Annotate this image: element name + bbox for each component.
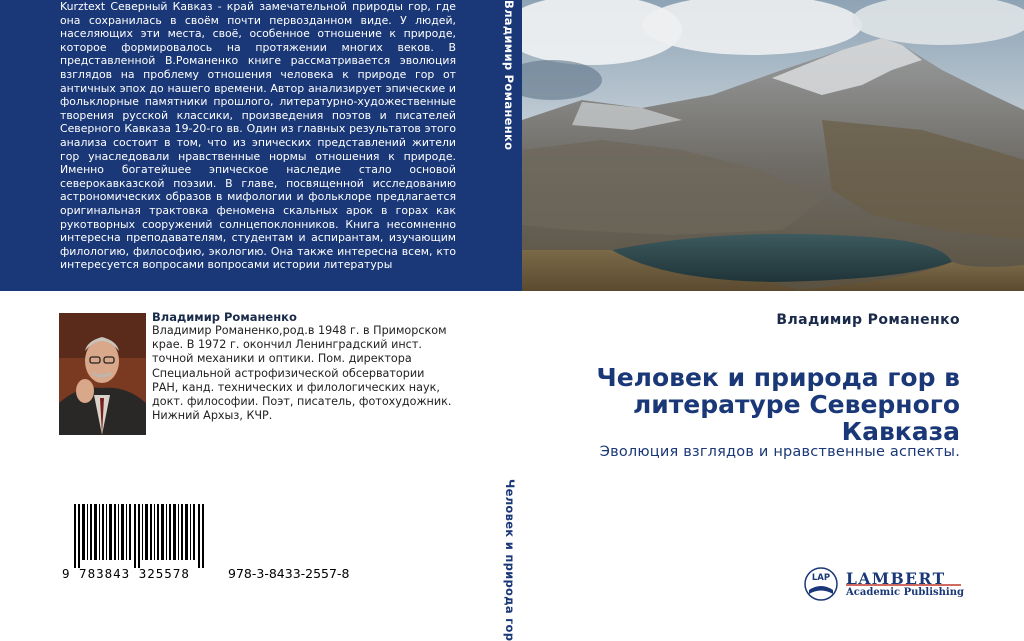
blurb-line: вопросами вопросами истории литературы xyxy=(142,258,393,272)
publisher-name: LAMBERT xyxy=(846,569,946,588)
bio-line: докт. философии. Поэт, писатель, фотохудожник. xyxy=(152,395,452,409)
blurb-line: которое формировалось на протяжении многих веков. В xyxy=(60,40,456,54)
blurb-line: анализа состоит в том, что из эпических представлений жители гор xyxy=(60,135,460,163)
blurb-line: населяющих эти места, своё, особенное отношение к природе, xyxy=(60,27,456,41)
blurb-line: фольклорные памятники прошлого, литературно-художественные xyxy=(60,95,456,109)
blurb-line: поэзии. В главе, посвященной исследованию астрономических xyxy=(60,176,460,204)
isbn: 978-3-8433-2557-8 xyxy=(228,566,350,581)
blurb-line: трактовка феномена скальных арок в горах как рукотворных xyxy=(60,203,460,231)
publisher-subtitle: Academic Publishing xyxy=(846,587,964,598)
front-author: Владимир Романенко xyxy=(776,312,960,328)
blurb-line: унаследовали нравственные нормы отношения к природе. Именно xyxy=(60,149,460,177)
bio-line: Нижний Архыз, КЧР. xyxy=(152,409,273,423)
bio-line: Специальной астрофизической обсерватории xyxy=(152,366,425,380)
blurb-line: сохранилась в своём почти первозданном виде. У людей, xyxy=(88,13,456,27)
blurb-line: философию, экологию. Она также интересна всем, кто интересуется xyxy=(60,244,460,272)
bio-author-name: Владимир Романенко xyxy=(152,310,297,324)
author-bio xyxy=(152,324,452,423)
spine-author xyxy=(499,0,519,291)
mountain-lake-photo xyxy=(522,0,1024,291)
bio-line: РАН, канд. технических и филологических наук, xyxy=(152,380,440,394)
blurb-line: образов в мифологии и фольклоре предлагается оригинальная xyxy=(60,190,460,217)
back-cover-blurb xyxy=(60,0,460,272)
bio-line: точной механики и оптики. Пом. директора xyxy=(152,352,412,366)
title-line: Кавказа xyxy=(841,417,960,446)
publisher-logo-mark: LAP xyxy=(811,573,831,583)
blurb-line: Северного Кавказа 19-20-го вв. Один из главных результатов этого xyxy=(60,122,456,136)
bio-line: Владимир Романенко,род.в 1948 г. в Приморском xyxy=(152,324,447,337)
bio-line: крае. В 1972 г. окончил Ленинградский инст. xyxy=(152,338,422,352)
blurb-line: творения русской классики, произведения поэтов и писателей xyxy=(60,108,456,122)
book-title xyxy=(540,364,960,445)
blurb-line: богатейшее эпическое наследие стало основой северокавказской xyxy=(60,163,460,190)
blurb-line: сооружений солнцепоклонников. Книга несомненно интересна xyxy=(60,217,460,245)
blurb-line: Kurztext Северный Кавказ - край замечательной природы гор, где она xyxy=(60,0,460,27)
title-line: Человек и природа гор в xyxy=(596,363,960,392)
spine-author-text: Владимир Романенко xyxy=(502,0,516,151)
blurb-line: представленной В.Романенко книге рассматривается эволюция xyxy=(60,54,456,68)
blurb-line: преподавателям, студентам и аспирантам, изучающим филологию, xyxy=(60,231,460,258)
author-photo xyxy=(59,313,146,435)
spine-title-text: Человек и природа гор xyxy=(503,479,517,641)
blurb-line: взглядов на проблему отношения человека к природе гор от xyxy=(60,67,456,81)
blurb-line: античных эпох до нашего времени. Автор анализирует эпические и xyxy=(60,81,456,95)
book-subtitle: Эволюция взглядов и нравственные аспекты. xyxy=(599,444,960,460)
title-line: литературе Северного xyxy=(632,390,960,419)
barcode-digits: 9 783843 325578 xyxy=(62,566,190,581)
